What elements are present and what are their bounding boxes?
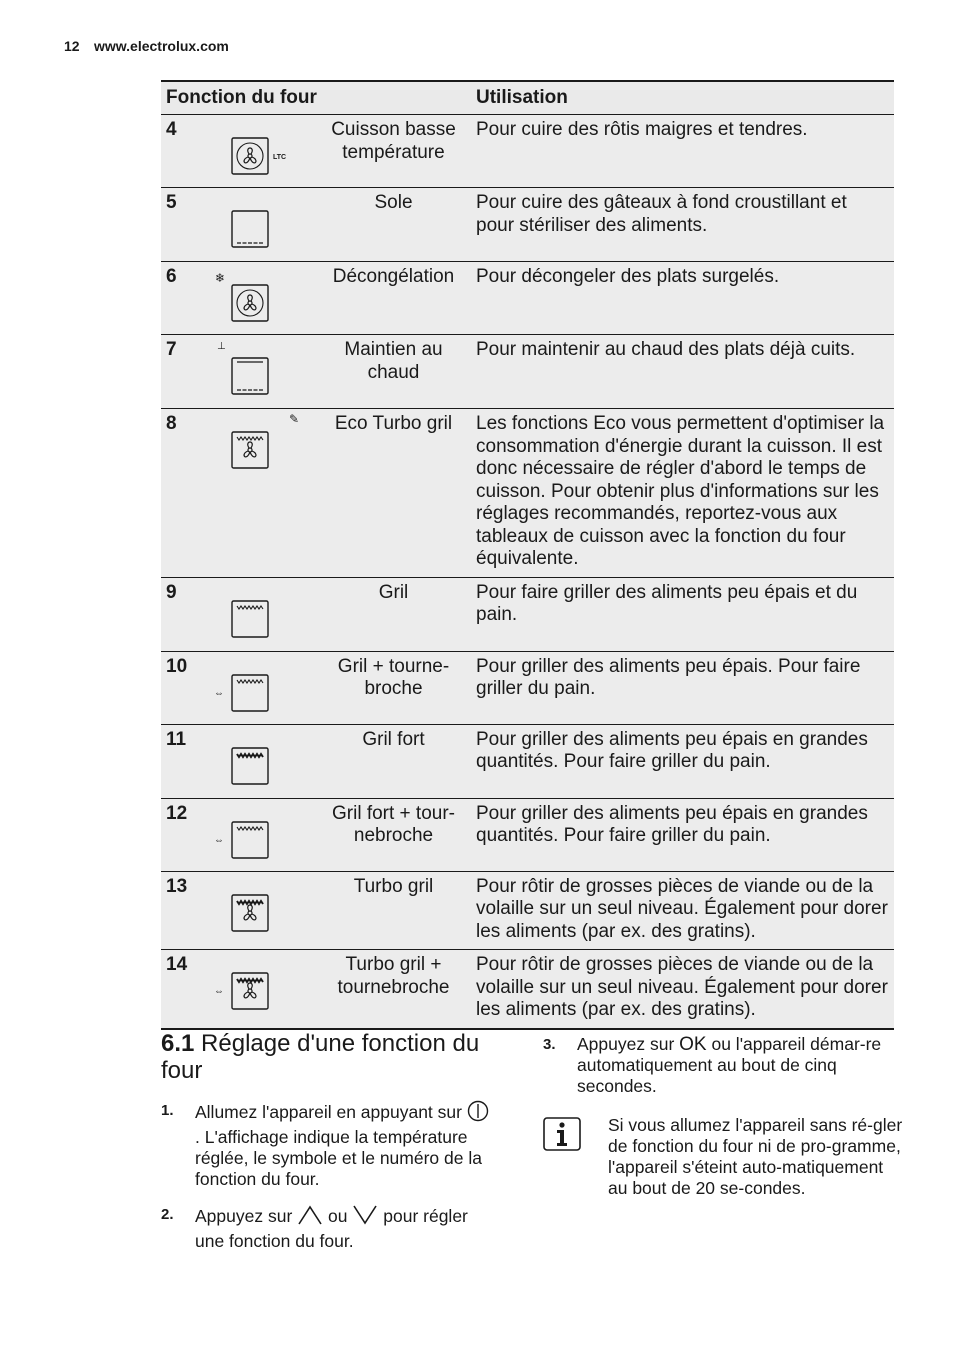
function-usage: Pour cuire des gâteaux à fond croustillant et pour stériliser des aliments. [466,188,894,262]
table-row [161,798,894,871]
info-note [543,1115,903,1199]
step-number: 1. [161,1102,174,1119]
function-number: 13 [161,871,201,950]
function-name: Gril fort + tour-nebroche [321,798,466,871]
fast-grill-icon [231,745,281,785]
function-icon-cell [201,798,321,871]
oven-functions-table [161,80,894,1030]
eco-turbo-grill-icon [231,412,300,469]
step-text-a: Appuyez sur [577,1034,675,1054]
function-name: Gril [321,577,466,651]
right-column [543,1034,903,1199]
function-usage: Pour rôtir de grosses pièces de viande ou de la volaille sur un seul niveau. Également pour dorer les aliments (par ex. des gratins). [466,871,894,950]
table-row [161,950,894,1029]
keep-warm-icon [217,341,281,395]
step-number: 3. [543,1036,556,1053]
function-icon-cell [201,651,321,724]
function-usage: Pour décongeler des plats surgelés. [466,262,894,335]
table-row [161,871,894,950]
svg-text:⇔: ⇔ [214,834,224,846]
function-usage: Les fonctions Eco vous permettent d'optimiser la consommation d'énergie durant la cuisson. Il est donc nécessaire de régler d'abord le temps de cuisson. Pour obtenir plus d'informations sur les réglages recommandés, reportez-vous aux tableaux de cuisson avec la fonction du four équivalente. [466,409,894,578]
function-usage: Pour griller des aliments peu épais en grandes quantités. Pour faire griller du pain. [466,798,894,871]
function-number: 14 [161,950,201,1029]
info-text: Si vous allumez l'appareil sans ré-gler de fonction du four ni de pro-gramme, l'appareil s'éteint auto-matiquement au bout de 20 se-condes. [608,1115,903,1198]
table-header-row [161,81,894,115]
function-icon-cell [201,188,321,262]
function-number: 12 [161,798,201,871]
svg-text:⊥: ⊥ [217,341,226,352]
function-icon-cell [201,950,321,1029]
table-row [161,651,894,724]
chevron-down-icon [352,1204,378,1231]
grill-rotisserie-icon [214,672,281,712]
fast-grill-rotisserie-icon [214,819,281,859]
info-icon [543,1117,581,1156]
function-icon-cell [201,409,321,578]
table-row [161,115,894,188]
low-temp-cooking-icon [231,135,287,175]
turbo-grill-rotisserie-icon [214,970,281,1010]
step-text-b: ou l'appareil démar-re automatiquement au bout de cinq secondes. [577,1034,882,1096]
section-title [161,1030,501,1084]
function-icon-cell [201,724,321,798]
ok-symbol: OK [679,1034,707,1055]
function-icon-cell [201,115,321,188]
table-row [161,724,894,798]
step-3 [543,1034,903,1097]
header-function: Fonction du four [161,81,466,115]
function-name: Eco Turbo gril [321,409,466,578]
grill-icon [231,598,281,638]
function-usage: Pour faire griller des aliments peu épais et du pain. [466,577,894,651]
function-icon-cell [201,577,321,651]
table-row [161,335,894,409]
svg-text:LTC: LTC [273,154,287,161]
step-2 [161,1204,501,1252]
section-number: 6.1 [161,1030,195,1057]
website: www.electrolux.com [94,38,229,54]
step-text-a: Allumez l'appareil en appuyant sur [195,1102,462,1123]
table-row [161,409,894,578]
function-icon-cell [201,871,321,950]
function-name: Gril fort [321,724,466,798]
svg-text:✎: ✎ [289,412,300,426]
step-text-mid: ou [328,1206,348,1227]
section-title-text: Réglage d'une fonction du four [161,1030,480,1084]
table-row [161,262,894,335]
step-text-b: pour régler une fonction du four. [195,1206,468,1251]
function-number: 5 [161,188,201,262]
step-1 [161,1100,501,1190]
table-row [161,188,894,262]
function-number: 4 [161,115,201,188]
function-name: Sole [321,188,466,262]
chevron-up-icon [297,1204,323,1231]
function-number: 8 [161,409,201,578]
function-name: Décongélation [321,262,466,335]
step-number: 2. [161,1206,174,1223]
function-icon-cell [201,262,321,335]
svg-text:⇔: ⇔ [214,687,224,699]
function-name: Gril + tourne-broche [321,651,466,724]
function-icon-cell [201,335,321,409]
section-6-1 [161,1030,501,1266]
svg-text:❄: ❄ [215,271,226,285]
step-text-b: . L'affichage indique la température réglée, le symbole et le numéro de la fonction du four. [195,1127,482,1189]
turbo-grill-icon [231,892,281,932]
function-number: 6 [161,262,201,335]
function-usage: Pour maintenir au chaud des plats déjà cuits. [466,335,894,409]
function-number: 10 [161,651,201,724]
function-number: 7 [161,335,201,409]
header-usage: Utilisation [466,81,894,115]
function-usage: Pour griller des aliments peu épais en grandes quantités. Pour faire griller du pain. [466,724,894,798]
function-number: 9 [161,577,201,651]
function-usage: Pour cuire des rôtis maigres et tendres. [466,115,894,188]
function-name: Cuisson basse température [321,115,466,188]
page-header [64,38,229,54]
page-number: 12 [64,38,80,54]
bottom-heat-icon [231,208,281,248]
table-row [161,577,894,651]
power-icon [467,1100,489,1127]
function-name: Maintien au chaud [321,335,466,409]
function-name: Turbo gril [321,871,466,950]
function-number: 11 [161,724,201,798]
function-usage: Pour griller des aliments peu épais. Pour faire griller du pain. [466,651,894,724]
step-text-a: Appuyez sur [195,1206,293,1227]
defrost-icon [215,271,281,322]
function-usage: Pour rôtir de grosses pièces de viande ou de la volaille sur un seul niveau. Également pour dorer les aliments (par ex. des gratins). [466,950,894,1029]
svg-text:⇔: ⇔ [214,986,224,997]
function-name: Turbo gril + tournebroche [321,950,466,1029]
